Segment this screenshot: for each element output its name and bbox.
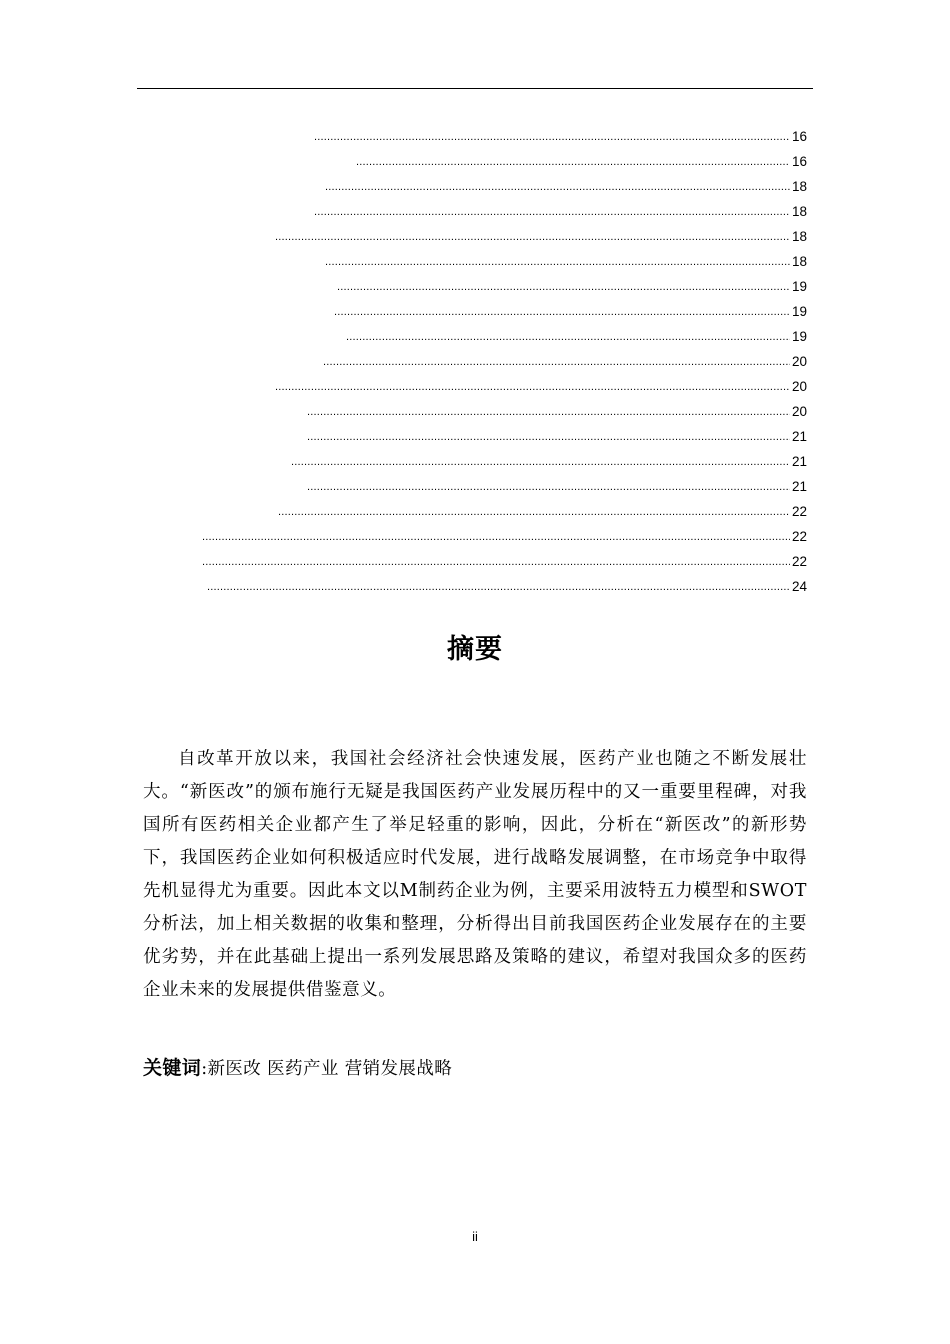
- toc-leader: [278, 501, 790, 523]
- toc-entry[interactable]: [275, 226, 807, 248]
- toc-entry[interactable]: [291, 451, 807, 473]
- toc-leader: [307, 426, 790, 448]
- toc-entry[interactable]: [356, 151, 807, 173]
- toc-page-number: 18: [791, 204, 807, 219]
- keywords-text: 新医改 医药产业 营销发展战略: [207, 1059, 453, 1079]
- toc-leader: [207, 576, 790, 598]
- toc-leader: [275, 376, 790, 398]
- toc-leader: [334, 301, 790, 323]
- toc-entry[interactable]: [346, 326, 807, 348]
- toc-entry[interactable]: [307, 476, 807, 498]
- toc-entry[interactable]: [334, 301, 807, 323]
- toc-entry[interactable]: [307, 426, 807, 448]
- toc-leader: [346, 326, 790, 348]
- toc-leader: [307, 401, 790, 423]
- toc-page-number: 22: [791, 554, 807, 569]
- toc-entry[interactable]: [202, 526, 807, 548]
- toc-leader: [314, 201, 790, 223]
- toc-leader: [307, 476, 790, 498]
- abstract-title: 摘要: [447, 634, 503, 665]
- toc-entry[interactable]: [314, 201, 807, 223]
- toc-page-number: 22: [791, 529, 807, 544]
- toc-entry[interactable]: [325, 251, 807, 273]
- header-rule: [137, 88, 813, 89]
- toc-page-number: 20: [791, 404, 807, 419]
- toc-page-number: 18: [791, 229, 807, 244]
- toc-page-number: 18: [791, 179, 807, 194]
- toc-page-number: 19: [791, 329, 807, 344]
- toc-page-number: 20: [791, 354, 807, 369]
- keywords-line: [143, 1052, 807, 1086]
- toc-page-number: 22: [791, 504, 807, 519]
- page-number: ii: [472, 1229, 478, 1244]
- toc-leader: [275, 226, 790, 248]
- toc-page-number: 24: [791, 579, 807, 594]
- toc-page-number: 19: [791, 279, 807, 294]
- toc-leader: [202, 526, 790, 548]
- toc-page-number: 21: [791, 429, 807, 444]
- toc-page-number: 21: [791, 454, 807, 469]
- toc-page-number: 19: [791, 304, 807, 319]
- toc-entry[interactable]: [314, 126, 807, 148]
- abstract-body: 自改革开放以来，我国社会经济社会快速发展，医药产业也随之不断发展壮大。“新医改”的颁布施行无疑是我国医药产业发展历程中的又一重要里程碑，对我国所有医药相关企业都产生了举足轻重的影响，因此，分析在“新医改”的新形势下，我国医药企业如何积极适应时代发展，进行战略发展调整，在市场竞争中取得先机显得尤为重要。因此本文以M制药企业为例，主要采用波特五力模型和SWOT分析法，加上相关数据的收集和整理，分析得出目前我国医药企业发展存在的主要优劣势，并在此基础上提出一系列发展思路及策略的建议，希望对我国众多的医药企业未来的发展提供借鉴意义。: [143, 749, 807, 1000]
- toc-leader: [314, 126, 790, 148]
- toc-leader: [356, 151, 790, 173]
- toc-entry[interactable]: [307, 401, 807, 423]
- toc-entry[interactable]: [207, 576, 807, 598]
- toc-entry[interactable]: [325, 176, 807, 198]
- toc-page-number: 20: [791, 379, 807, 394]
- toc-page-number: 16: [791, 129, 807, 144]
- keywords-separator: :: [201, 1059, 208, 1079]
- toc-leader: [325, 251, 790, 273]
- toc-leader: [202, 551, 790, 573]
- toc-entry[interactable]: [275, 376, 807, 398]
- toc-entry[interactable]: [278, 501, 807, 523]
- toc-leader: [323, 351, 790, 373]
- toc-page-number: 16: [791, 154, 807, 169]
- toc-leader: [325, 176, 790, 198]
- toc-leader: [291, 451, 790, 473]
- toc-page-number: 18: [791, 254, 807, 269]
- toc-page-number: 21: [791, 479, 807, 494]
- toc-entry[interactable]: [202, 551, 807, 573]
- toc-entry[interactable]: [323, 351, 807, 373]
- toc-entry[interactable]: [337, 276, 807, 298]
- toc-leader: [337, 276, 790, 298]
- keywords-label: 关键词: [143, 1057, 202, 1079]
